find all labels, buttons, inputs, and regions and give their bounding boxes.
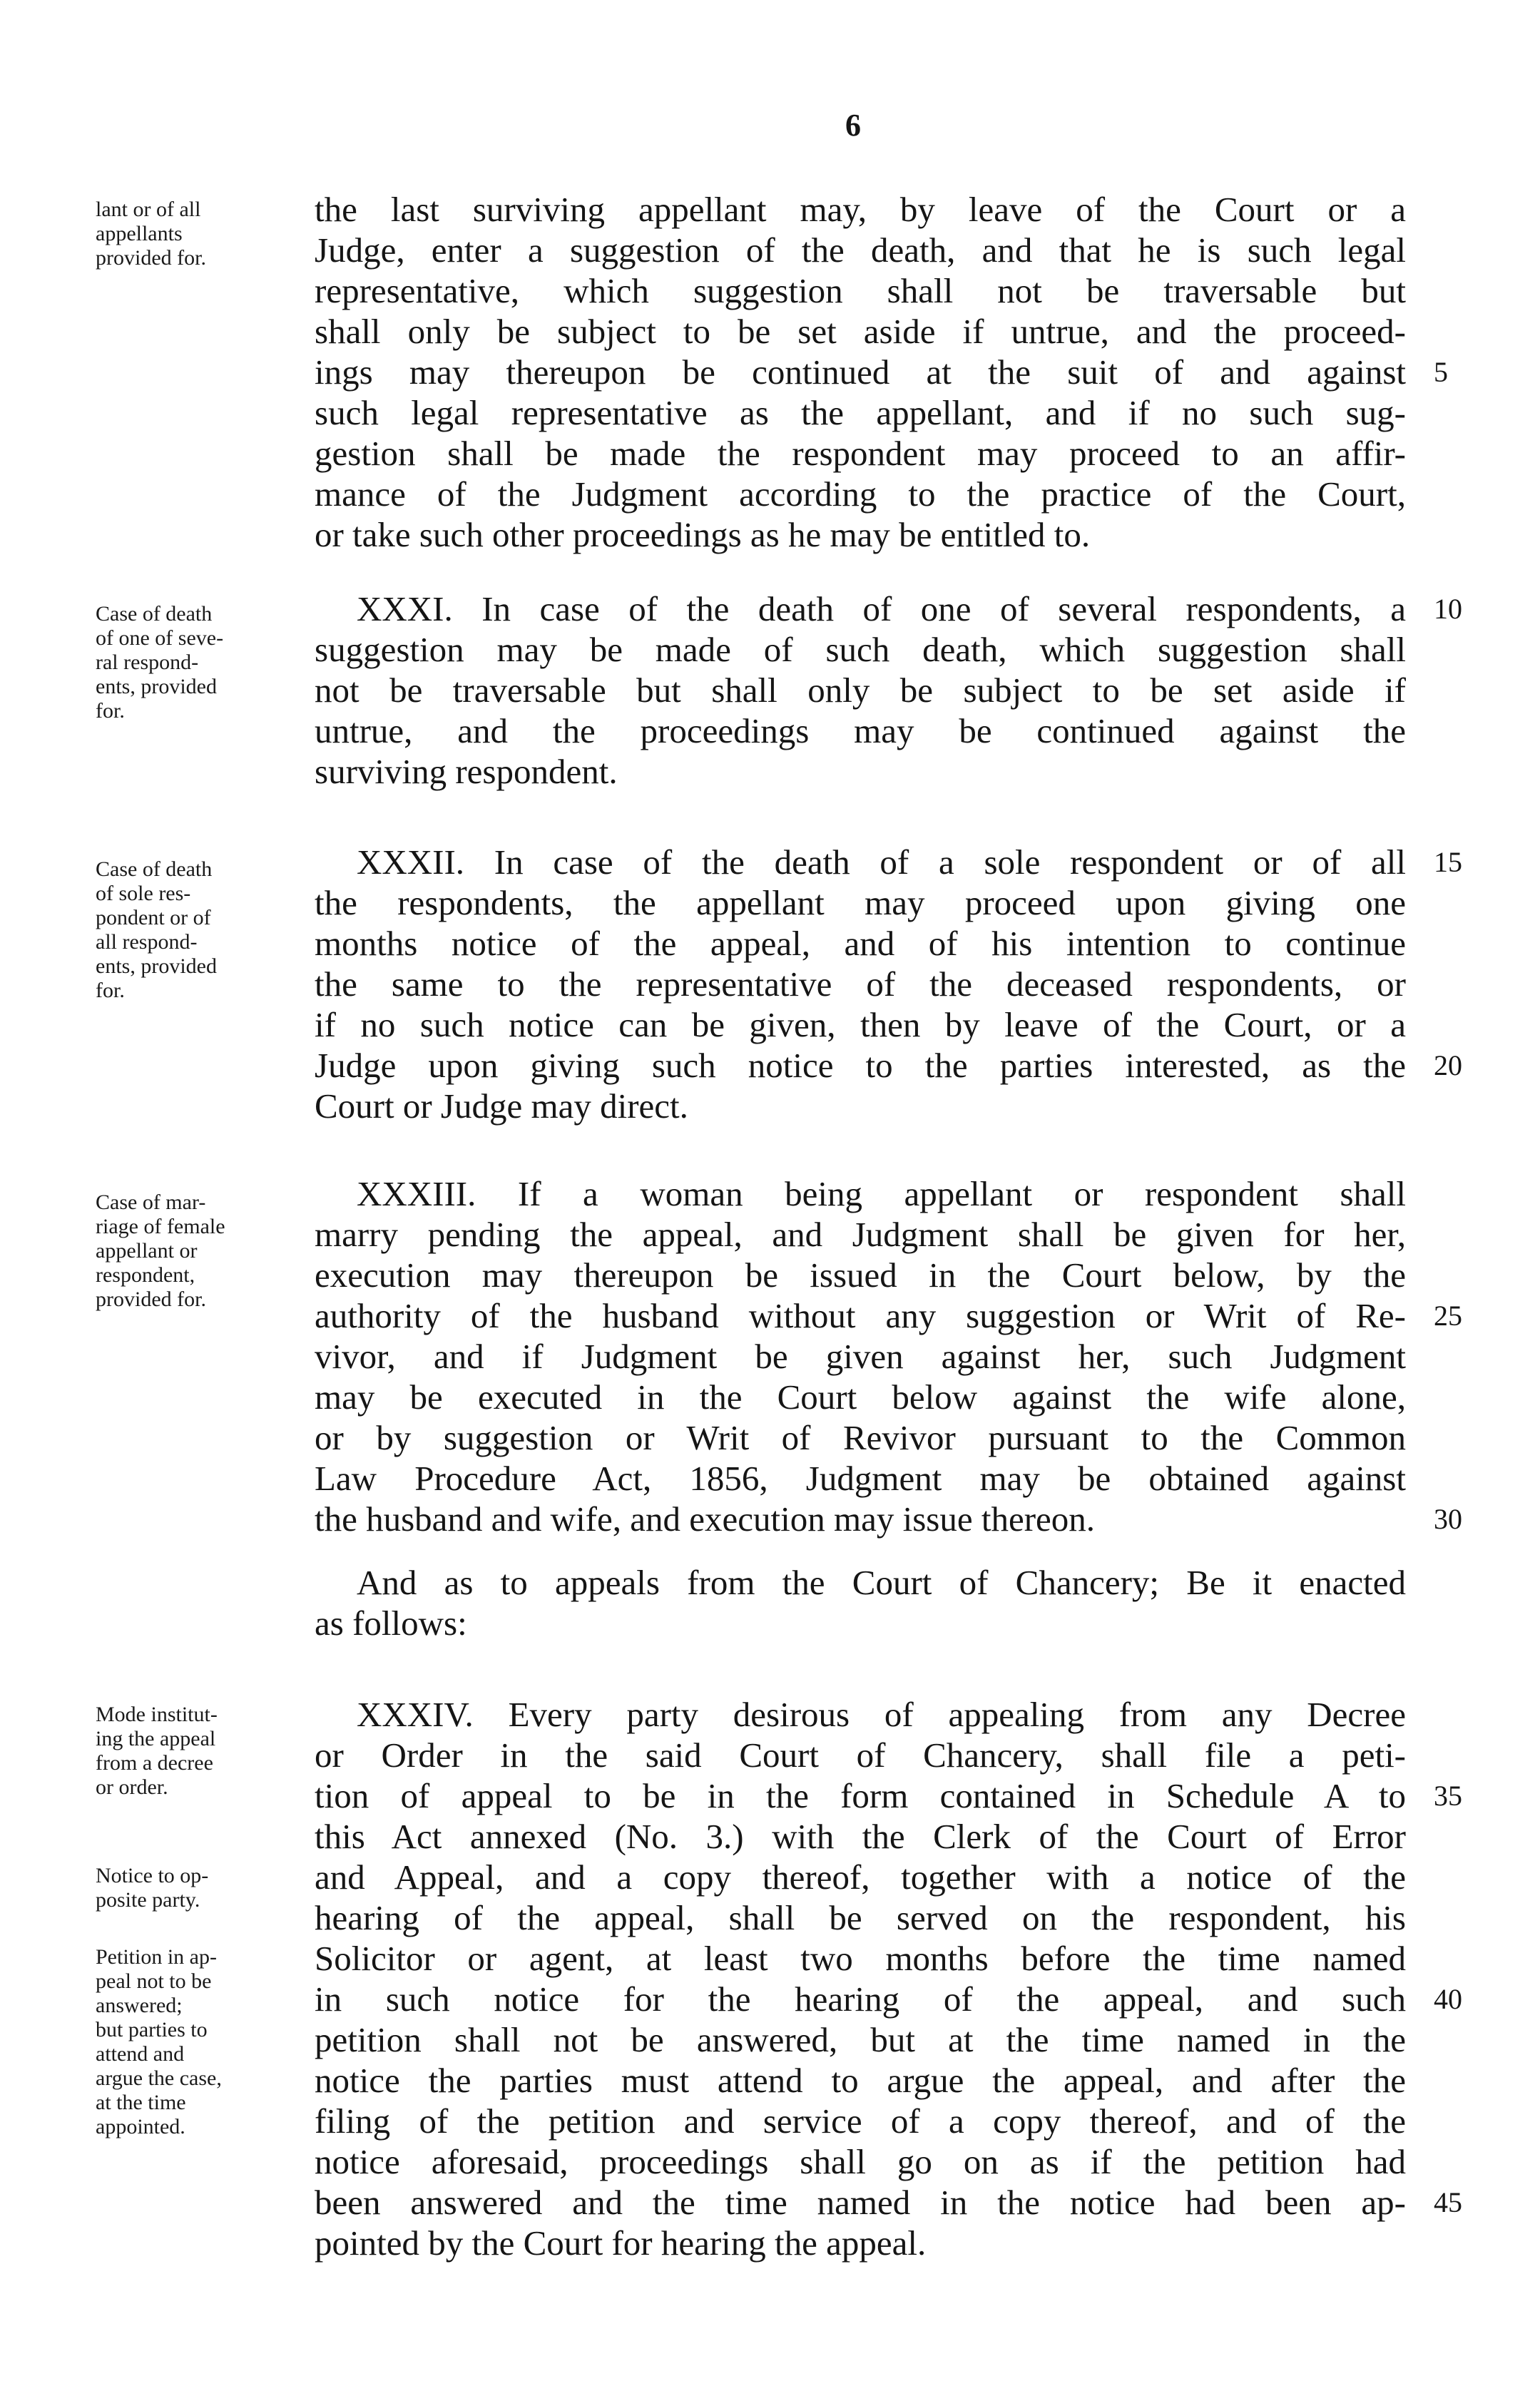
line-number: 5 (1434, 356, 1448, 388)
margin-note-line: respondent, (96, 1263, 195, 1287)
margin-note-line: from a decree (96, 1751, 213, 1775)
body-text-line: or Order in the said Court of Chancery, shall file a peti- (315, 1735, 1406, 1775)
body-text-line: gestion shall be made the respondent may proceed to an affir- (315, 434, 1406, 473)
body-text-line: or by suggestion or Writ of Revivor pursuant to the Common (315, 1418, 1406, 1457)
margin-note-line: ents, provided (96, 675, 217, 698)
margin-note-line: Case of death (96, 602, 213, 626)
line-number: 10 (1434, 593, 1462, 625)
body-text-line: been answered and the time named in the notice had been ap- (315, 2183, 1406, 2222)
margin-note-line: Mode institut- (96, 1703, 218, 1726)
body-text-line: surviving respondent. (315, 752, 618, 791)
margin-note-line: of sole res- (96, 882, 191, 905)
body-text-line: the respondents, the appellant may proceed upon giving one (315, 883, 1406, 922)
body-text-line: representative, which suggestion shall not be traversable but (315, 271, 1406, 310)
margin-note (96, 1864, 310, 1912)
body-text-line: Court or Judge may direct. (315, 1086, 688, 1126)
body-text-line: the same to the representative of the deceased respondents, or (315, 964, 1406, 1004)
margin-note-line: riage of female (96, 1215, 225, 1238)
body-text-line: vivor, and if Judgment be given against her, such Judgment (315, 1337, 1406, 1376)
margin-note (96, 1190, 310, 1312)
body-text-line: if no such notice can be given, then by leave of the Court, or a (315, 1005, 1406, 1044)
body-text-line: as follows: (315, 1604, 467, 1643)
body-text-line: this Act annexed (No. 3.) with the Clerk of the Court of Error (315, 1817, 1406, 1856)
body-text-line: not be traversable but shall only be subject to be set aside if (315, 671, 1406, 710)
body-text-line: ings may thereupon be continued at the suit of and against (315, 352, 1406, 392)
body-text-line: petition shall not be answered, but at the time named in the (315, 2020, 1406, 2059)
margin-note-line: ents, provided (96, 954, 217, 978)
body-text-line: Solicitor or agent, at least two months before the time named (315, 1939, 1406, 1978)
body-text-line: and Appeal, and a copy thereof, together with a notice of the (315, 1857, 1406, 1897)
margin-note-line: pondent or of (96, 906, 211, 929)
body-text-line: filing of the petition and service of a copy thereof, and of the (315, 2101, 1406, 2141)
line-number: 20 (1434, 1049, 1462, 1081)
body-text-line: suggestion may be made of such death, which suggestion shall (315, 630, 1406, 669)
margin-note (96, 602, 310, 723)
body-text-line: notice the parties must attend to argue the appeal, and after the (315, 2061, 1406, 2100)
margin-note-line: all respond- (96, 930, 198, 954)
body-text-line: Judge, enter a suggestion of the death, and that he is such legal (315, 230, 1406, 270)
line-number: 15 (1434, 846, 1462, 878)
margin-note (96, 198, 310, 270)
body-text-line: XXXII. In case of the death of a sole respondent or of all (357, 842, 1406, 882)
margin-note-line: posite party. (96, 1888, 200, 1912)
margin-note-line: but parties to (96, 2018, 208, 2041)
body-text-line: XXXIV. Every party desirous of appealing from any Decree (357, 1695, 1406, 1734)
margin-note (96, 857, 310, 1003)
body-text-line: untrue, and the proceedings may be continued against the (315, 711, 1406, 750)
margin-note-line: at the time (96, 2091, 186, 2114)
line-number: 35 (1434, 1780, 1462, 1812)
body-text-line: XXXI. In case of the death of one of several respondents, a (357, 589, 1406, 628)
body-text-line: in such notice for the hearing of the appeal, and such (315, 1979, 1406, 2019)
body-text-line: hearing of the appeal, shall be served on the respondent, his (315, 1898, 1406, 1937)
body-text-line: Law Procedure Act, 1856, Judgment may be obtained against (315, 1459, 1406, 1498)
margin-note (96, 1703, 310, 1800)
margin-note-line: peal not to be (96, 1969, 212, 1993)
page-number: 6 (845, 108, 861, 143)
body-text-line: shall only be subject to be set aside if untrue, and the proceed- (315, 312, 1406, 351)
margin-note-line: provided for. (96, 1288, 206, 1311)
body-text-line: execution may thereupon be issued in the Court below, by the (315, 1255, 1406, 1295)
line-number: 30 (1434, 1503, 1462, 1535)
line-number: 40 (1434, 1983, 1462, 2015)
body-text-line: Judge upon giving such notice to the parties interested, as the (315, 1046, 1406, 1085)
margin-note-line: argue the case, (96, 2066, 222, 2090)
margin-note-line: answered; (96, 1994, 183, 2017)
body-text-line: the husband and wife, and execution may issue thereon. (315, 1499, 1096, 1539)
body-text-line: marry pending the appeal, and Judgment shall be given for her, (315, 1215, 1406, 1254)
body-text-line: And as to appeals from the Court of Chancery; Be it enacted (357, 1563, 1406, 1602)
body-text-line: authority of the husband without any suggestion or Writ of Re- (315, 1296, 1406, 1335)
margin-note (96, 1945, 310, 2139)
body-text-line: XXXIII. If a woman being appellant or respondent shall (357, 1174, 1406, 1213)
margin-note-line: of one of seve- (96, 626, 224, 650)
margin-note-line: appointed. (96, 2115, 185, 2138)
line-number: 45 (1434, 2186, 1462, 2218)
margin-note-line: Petition in ap- (96, 1945, 217, 1969)
margin-note-line: for. (96, 979, 125, 1002)
margin-note-line: provided for. (96, 246, 206, 270)
body-text-line: months notice of the appeal, and of his intention to continue (315, 924, 1406, 963)
margin-note-line: attend and (96, 2042, 185, 2066)
margin-note-line: Notice to op- (96, 1864, 209, 1887)
body-text-line: may be executed in the Court below against the wife alone, (315, 1377, 1406, 1417)
body-text-line: mance of the Judgment according to the practice of the Court, (315, 474, 1406, 514)
margin-note-line: for. (96, 699, 125, 723)
margin-note-line: Case of mar- (96, 1190, 206, 1214)
body-text-line: tion of appeal to be in the form contained in Schedule A to (315, 1776, 1406, 1815)
body-text-line: or take such other proceedings as he may be entitled to. (315, 515, 1091, 554)
margin-note-line: lant or of all (96, 198, 201, 221)
body-text-line: pointed by the Court for hearing the appeal. (315, 2223, 927, 2263)
line-number: 25 (1434, 1300, 1462, 1332)
margin-note-line: appellants (96, 222, 183, 245)
body-text-line: notice aforesaid, proceedings shall go on as if the petition had (315, 2142, 1406, 2181)
margin-note-line: or order. (96, 1775, 168, 1799)
margin-note-line: appellant or (96, 1239, 198, 1263)
margin-note-line: ral respond- (96, 651, 199, 674)
margin-note-line: Case of death (96, 857, 213, 881)
body-text-line: the last surviving appellant may, by leave of the Court or a (315, 190, 1406, 229)
body-text-line: such legal representative as the appellant, and if no such sug- (315, 393, 1406, 432)
margin-note-line: ing the appeal (96, 1727, 216, 1750)
